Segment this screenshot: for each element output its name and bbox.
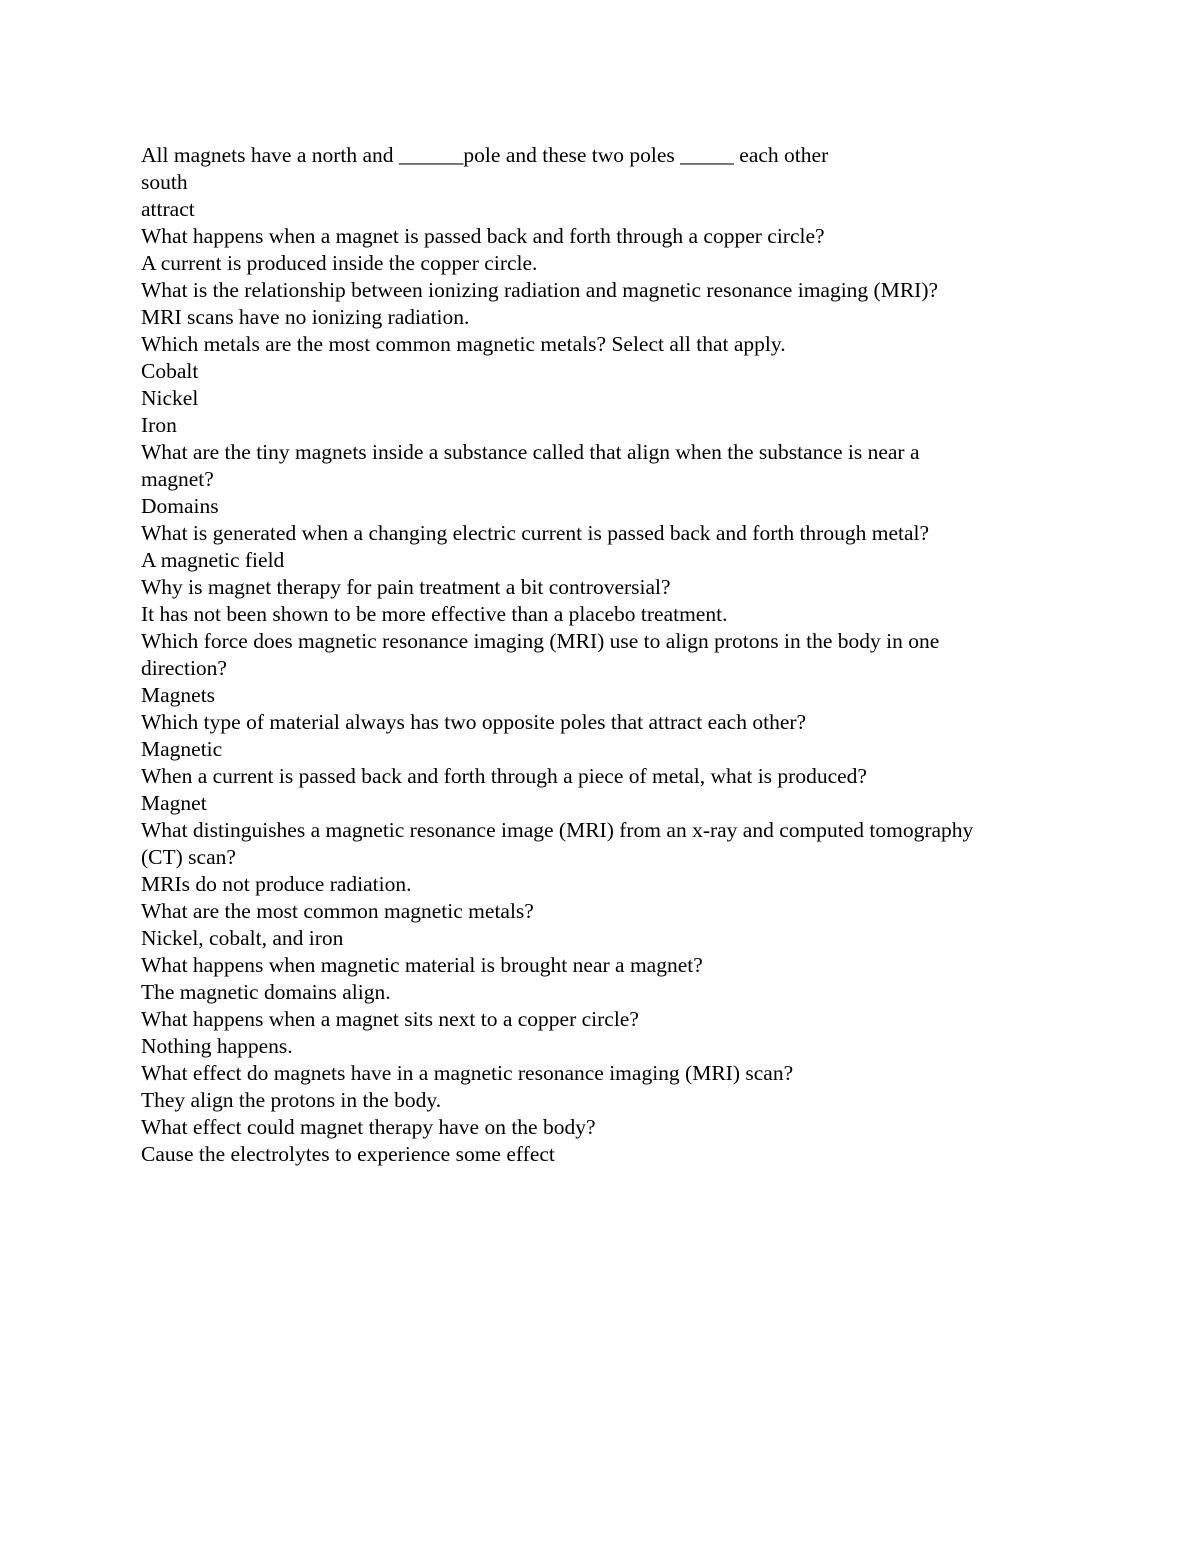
text-line: What happens when a magnet is passed back and forth through a copper circle? xyxy=(141,224,825,248)
text-line: Cobalt xyxy=(141,359,199,383)
text-line: When a current is passed back and forth through a piece of metal, what is produced? xyxy=(141,764,867,788)
text-line: What effect could magnet therapy have on the body? xyxy=(141,1115,596,1139)
text-line: What happens when a magnet sits next to a copper circle? xyxy=(141,1007,639,1031)
text-line: What is the relationship between ionizing radiation and magnetic resonance imaging (MRI)? xyxy=(141,278,939,302)
text-line: What are the tiny magnets inside a substance called that align when the substance is near a xyxy=(141,440,920,464)
text-line: direction? xyxy=(141,656,227,680)
text-line: Cause the electrolytes to experience some effect xyxy=(141,1142,555,1166)
text-line: attract xyxy=(141,197,195,221)
text-line: Nickel xyxy=(141,386,199,410)
text-line: What distinguishes a magnetic resonance image (MRI) from an x-ray and computed tomography xyxy=(141,818,974,842)
text-line: Which metals are the most common magnetic metals? Select all that apply. xyxy=(141,332,786,356)
text-line: Magnetic xyxy=(141,737,223,761)
text-line: MRIs do not produce radiation. xyxy=(141,872,412,896)
text-line: Magnet xyxy=(141,791,207,815)
text-line: magnet? xyxy=(141,467,214,491)
text-line: The magnetic domains align. xyxy=(141,980,391,1004)
text-line: A magnetic field xyxy=(141,548,285,572)
text-line: Magnets xyxy=(141,683,216,707)
text-line: It has not been shown to be more effective than a placebo treatment. xyxy=(141,602,728,626)
text-line: Domains xyxy=(141,494,219,518)
text-line: All magnets have a north and ______pole and these two poles _____ each other xyxy=(141,143,829,167)
text-line: A current is produced inside the copper circle. xyxy=(141,251,538,275)
text-line: Which type of material always has two opposite poles that attract each other? xyxy=(141,710,807,734)
text-line: (CT) scan? xyxy=(141,845,236,869)
text-line: What is generated when a changing electric current is passed back and forth through metal? xyxy=(141,521,930,545)
text-line: Nothing happens. xyxy=(141,1034,293,1058)
text-line: Why is magnet therapy for pain treatment a bit controversial? xyxy=(141,575,671,599)
text-line: What effect do magnets have in a magnetic resonance imaging (MRI) scan? xyxy=(141,1061,794,1085)
text-line: What happens when magnetic material is brought near a magnet? xyxy=(141,953,703,977)
text-line: Which force does magnetic resonance imaging (MRI) use to align protons in the body in one xyxy=(141,629,940,653)
text-line: They align the protons in the body. xyxy=(141,1088,442,1112)
text-line: What are the most common magnetic metals? xyxy=(141,899,534,923)
text-line: MRI scans have no ionizing radiation. xyxy=(141,305,470,329)
document-body xyxy=(141,142,1061,1168)
text-line: Nickel, cobalt, and iron xyxy=(141,926,344,950)
text-line: south xyxy=(141,170,188,194)
text-line: Iron xyxy=(141,413,177,437)
